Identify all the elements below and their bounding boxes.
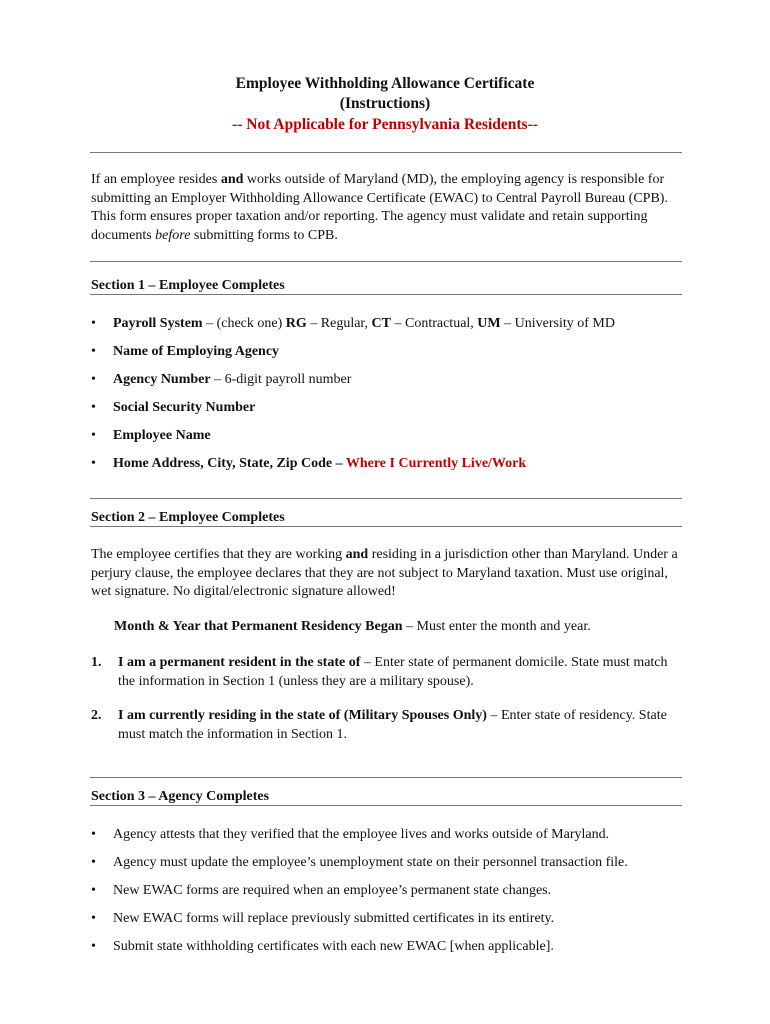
- document-page: Employee Withholding Allowance Certificate (Instructions) -- Not Applicable for Pennsylvania Residents-- If an employee resides and works outside of Maryland (MD), the employing agency is responsible for submitting an Employer Withholding Allowance Certificate (EWAC) to Central Payroll Bureau (CPB). This form ensures proper taxation and/or reporting. The agency must validate and retain supporting documents before submitting forms to CPB. Section 1 – Employee Completes • Payroll System – (check one) RG – Regular, CT – Contractual, UM – University of MD • Name of Employing Agency • Agency Number – 6-digit payroll number • Social Security Number • Employee Name • Home Address, City, State, Zip Code – Where I Currently Live/Work Section 2 – Employee Completes The employee certifies that they are working and residing in a jurisdiction other than Maryland. Under a perjury clause, the employee declares that they are not subject to Maryland taxation. Must use original, wet signature. No digital/electronic signature allowed! Month & Year that Permanent Residency Began – Must enter the month and year. 1. I am a permanent resident in the state of – Enter state of permanent domicile. State must match the information in Section 1 (unless they are a military spouse). 2. I am currently residing in the state of (Military Spouses Only) – Enter state of residency. State must match the information in Section 1. Section 3 – Agency Completes • Agency attests that they verified that the employee lives and works outside of Maryland. • Agency must update the employee’s unemployment state on their personnel transaction file. • New EWAC forms are required when an employee’s permanent state changes. • New EWAC forms will replace previously submitted certificates in its entirety. • Submit state withholding certificates with each new EWAC [when applicable].: [0, 0, 770, 1024]
- section-2-heading: Section 2 – Employee Completes: [91, 510, 285, 525]
- divider: [90, 294, 682, 295]
- bullet-icon: •: [91, 855, 96, 870]
- divider: [90, 526, 682, 527]
- document-subtitle: (Instructions): [339, 95, 431, 112]
- section-3-heading: Section 3 – Agency Completes: [91, 789, 270, 804]
- divider: [90, 777, 682, 778]
- bullet-icon: •: [91, 372, 96, 387]
- divider: [90, 498, 682, 499]
- pennsylvania-notice: -- Not Applicable for Pennsylvania Residents--: [232, 116, 538, 133]
- month-year-instruction: Month & Year that Permanent Residency Began – Must enter the month and year.: [114, 619, 591, 634]
- document-title: Employee Withholding Allowance Certificate: [235, 75, 535, 92]
- bullet-icon: •: [91, 883, 96, 898]
- divider: [90, 261, 682, 262]
- bullet-icon: •: [91, 344, 96, 359]
- divider: [90, 805, 682, 806]
- intro-paragraph: If an employee resides and works outside of Maryland (MD), the employing agency is responsible for submitting an Employer Withholding Allowance Certificate (EWAC) to Central Payroll Bureau (CPB). This form ensures proper taxation and/or reporting. The agency must validate and retain supporting documents before submitting forms to CPB.: [91, 172, 668, 243]
- bullet-icon: •: [91, 827, 96, 842]
- section-2-paragraph: The employee certifies that they are working and residing in a jurisdiction other than Maryland. Under a perjury clause, the employee declares that they are not subject to Maryland taxation. Must use original, wet signature. No digital/electronic signature allowed!: [91, 547, 678, 599]
- bullet-icon: •: [91, 400, 96, 415]
- section-1-heading: Section 1 – Employee Completes: [91, 278, 285, 293]
- divider: [90, 152, 682, 153]
- bullet-icon: •: [91, 456, 96, 471]
- bullet-icon: •: [91, 316, 96, 331]
- bullet-icon: •: [91, 939, 96, 954]
- bullet-icon: •: [91, 911, 96, 926]
- bullet-icon: •: [91, 428, 96, 443]
